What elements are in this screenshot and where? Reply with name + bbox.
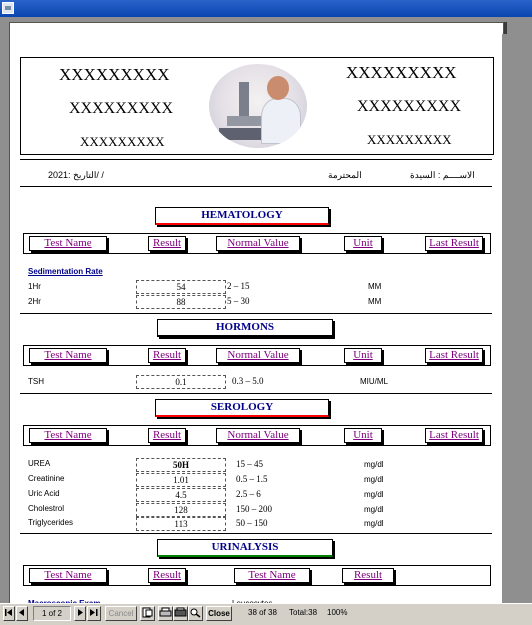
result-value: 50H — [136, 458, 226, 472]
result-value: 1.01 — [136, 473, 226, 487]
report-page — [9, 22, 504, 614]
normal-value: 15 – 45 — [236, 459, 263, 469]
report-navigation-bar — [0, 603, 532, 625]
test-name: 1Hr — [28, 282, 41, 291]
test-name: 2Hr — [28, 297, 41, 306]
unit: mg/dl — [364, 505, 384, 514]
print-setup-button[interactable] — [173, 606, 188, 621]
result-value: 88 — [136, 295, 226, 309]
next-page-button[interactable] — [74, 606, 86, 621]
lab-logo-image — [209, 64, 307, 148]
col-normal-value: Normal Value — [216, 428, 300, 443]
col-result-2: Result — [342, 568, 394, 583]
unit: mg/dl — [364, 475, 384, 484]
unit: MM — [368, 297, 382, 306]
search-text-button[interactable] — [188, 606, 203, 621]
normal-value: 2 – 15 — [227, 281, 250, 291]
export-icon — [141, 607, 154, 618]
search-icon — [189, 607, 202, 618]
col-last-result: Last Result — [425, 236, 483, 251]
unit: mg/dl — [364, 490, 384, 499]
col-last-result: Last Result — [425, 348, 483, 363]
test-name: Cholestrol — [28, 504, 65, 513]
column-header-row — [23, 425, 491, 446]
previous-page-button[interactable] — [16, 606, 28, 621]
col-normal-value: Normal Value — [216, 236, 300, 251]
normal-value: 5 – 30 — [227, 296, 250, 306]
column-header-row — [23, 233, 491, 254]
column-header-row — [23, 565, 491, 586]
section-divider — [20, 313, 492, 314]
column-header-row — [23, 345, 491, 366]
record-counter: 38 of 38 — [248, 608, 277, 617]
unit: MIU/ML — [360, 377, 388, 386]
unit: MM — [368, 282, 382, 291]
section-urinalysis: URINALYSIS — [157, 539, 333, 557]
date-label: التاريخ :2021/ / — [48, 170, 104, 180]
col-test-name: Test Name — [29, 236, 107, 251]
col-last-result: Last Result — [425, 428, 483, 443]
col-result: Result — [148, 568, 186, 583]
header-left-line-2: XXXXXXXXX — [69, 100, 173, 117]
normal-value: 0.3 – 5.0 — [232, 376, 264, 386]
unit: mg/dl — [364, 460, 384, 469]
normal-value: 2.5 – 6 — [236, 489, 261, 499]
window-title-bar — [0, 0, 532, 17]
section-hematology: HEMATOLOGY — [155, 207, 329, 225]
col-unit: Unit — [344, 236, 382, 251]
col-result: Result — [148, 348, 186, 363]
unit: mg/dl — [364, 519, 384, 528]
result-value: 0.1 — [136, 375, 226, 389]
col-test-name: Test Name — [29, 428, 107, 443]
section-serology: SEROLOGY — [155, 399, 329, 417]
next-page-icon — [75, 607, 85, 618]
vertical-scroll-area[interactable] — [502, 34, 532, 620]
printer-icon — [159, 607, 172, 618]
test-name: TSH — [28, 377, 44, 386]
report-preview-canvas — [0, 17, 532, 603]
last-page-icon — [88, 607, 100, 618]
col-normal-value: Normal Value — [216, 348, 300, 363]
export-button[interactable] — [140, 606, 155, 621]
col-unit: Unit — [344, 348, 382, 363]
col-result: Result — [148, 428, 186, 443]
test-name: Creatinine — [28, 474, 65, 483]
app-icon[interactable] — [2, 2, 14, 14]
first-page-button[interactable] — [3, 606, 15, 621]
header-right-line-2: XXXXXXXXX — [357, 98, 461, 115]
sedimentation-subtitle: Sedimentation Rate — [28, 267, 103, 276]
header-left-line-1: XXXXXXXXX — [59, 65, 170, 84]
result-value: 4.5 — [136, 488, 226, 502]
section-divider — [20, 533, 492, 534]
zoom-level: 100% — [327, 608, 348, 617]
result-value: 54 — [136, 280, 226, 294]
header-left-line-3: XXXXXXXXX — [80, 134, 165, 149]
lab-header — [20, 57, 494, 155]
normal-value: 50 – 150 — [236, 518, 268, 528]
col-result: Result — [148, 236, 186, 251]
total-records: Total:38 — [289, 608, 318, 617]
header-right-line-3: XXXXXXXXX — [367, 132, 452, 147]
patient-name-label: الاســــم : السيدة — [410, 170, 475, 180]
result-value: 128 — [136, 503, 226, 517]
col-test-name: Test Name — [29, 348, 107, 363]
page-number-field[interactable]: 1 of 2 — [33, 606, 71, 621]
header-right-line-1: XXXXXXXXX — [346, 63, 457, 82]
first-page-icon — [4, 607, 14, 618]
close-button[interactable]: Close — [206, 606, 232, 621]
printer-setup-icon — [174, 607, 187, 618]
section-divider — [20, 393, 492, 394]
section-hormons: HORMONS — [157, 319, 333, 337]
col-test-name-2: Test Name — [234, 568, 310, 583]
normal-value: 150 – 200 — [236, 504, 272, 514]
col-test-name: Test Name — [29, 568, 107, 583]
print-button[interactable] — [158, 606, 173, 621]
header-divider — [20, 159, 492, 160]
result-value: 113 — [136, 517, 226, 531]
test-name: Uric Acid — [28, 489, 60, 498]
normal-value: 0.5 – 1.5 — [236, 474, 268, 484]
test-name: UREA — [28, 459, 51, 468]
honorific-label: المحترمة — [328, 170, 362, 180]
col-unit: Unit — [344, 428, 382, 443]
patient-divider — [20, 186, 492, 187]
last-page-button[interactable] — [87, 606, 101, 621]
cancel-button[interactable]: Cancel — [105, 606, 137, 621]
test-name: Triglycerides — [28, 518, 74, 527]
previous-page-icon — [17, 607, 27, 618]
